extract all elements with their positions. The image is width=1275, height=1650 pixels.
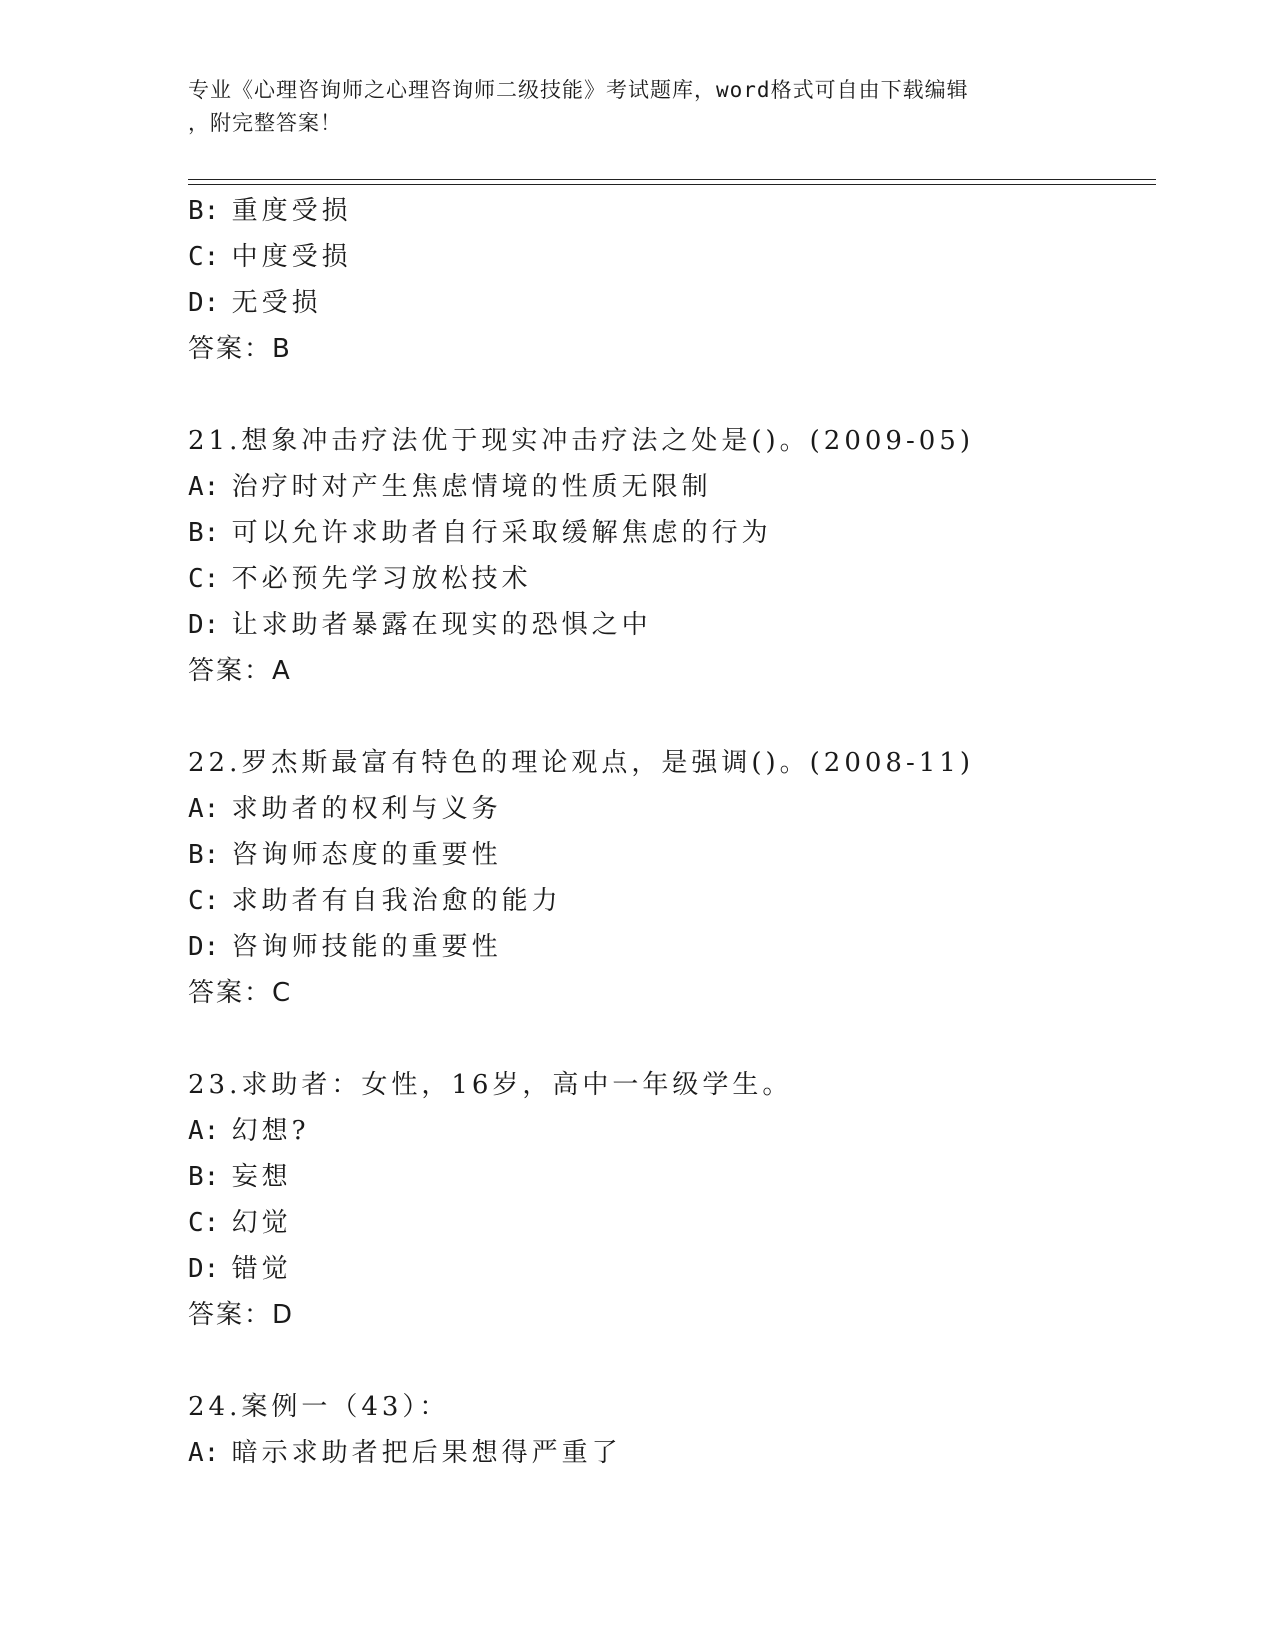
question-23 (188, 1062, 1148, 1338)
question-stem: 21.想象冲击疗法优于现实冲击疗法之处是()。(2009-05) (188, 426, 974, 456)
header-divider-top (188, 179, 1156, 180)
header-line-2: ，附完整答案！ (188, 111, 342, 135)
document-header (188, 74, 1088, 140)
option-a: A: 暗示求助者把后果想得严重了 (188, 1438, 622, 1468)
question-21 (188, 418, 1148, 694)
option-c: C: 不必预先学习放松技术 (188, 564, 532, 594)
question-stem: 23.求助者：女性，16岁，高中一年级学生。 (188, 1070, 793, 1100)
option-d: D: 无受损 (188, 288, 322, 318)
option-b: B: 重度受损 (188, 196, 352, 226)
question-stem: 24.案例一（43）： (188, 1392, 450, 1422)
option-c: C: 幻觉 (188, 1208, 292, 1238)
answer-line: 答案：A (188, 656, 292, 686)
option-b: B: 妄想 (188, 1162, 292, 1192)
option-a: A: 幻想? (188, 1116, 310, 1146)
answer-line: 答案：C (188, 978, 293, 1008)
option-a: A: 治疗时对产生焦虑情境的性质无限制 (188, 472, 712, 502)
header-divider-bottom (188, 184, 1156, 185)
option-d: D: 错觉 (188, 1254, 292, 1284)
question-fragment (188, 188, 1148, 372)
question-stem: 22.罗杰斯最富有特色的理论观点，是强调()。(2008-11) (188, 748, 974, 778)
option-c: C: 求助者有自我治愈的能力 (188, 886, 562, 916)
answer-line: 答案：D (188, 1300, 295, 1330)
option-c: C: 中度受损 (188, 242, 352, 272)
question-list (188, 188, 1148, 1476)
header-line-1: 专业《心理咨询师之心理咨询师二级技能》考试题库，word格式可自由下载编辑 (188, 78, 969, 102)
question-22 (188, 740, 1148, 1016)
option-d: D: 让求助者暴露在现实的恐惧之中 (188, 610, 652, 640)
option-b: B: 咨询师态度的重要性 (188, 840, 502, 870)
option-d: D: 咨询师技能的重要性 (188, 932, 502, 962)
answer-line: 答案：B (188, 334, 292, 364)
question-24 (188, 1384, 1148, 1476)
option-b: B: 可以允许求助者自行采取缓解焦虑的行为 (188, 518, 772, 548)
option-a: A: 求助者的权利与义务 (188, 794, 502, 824)
